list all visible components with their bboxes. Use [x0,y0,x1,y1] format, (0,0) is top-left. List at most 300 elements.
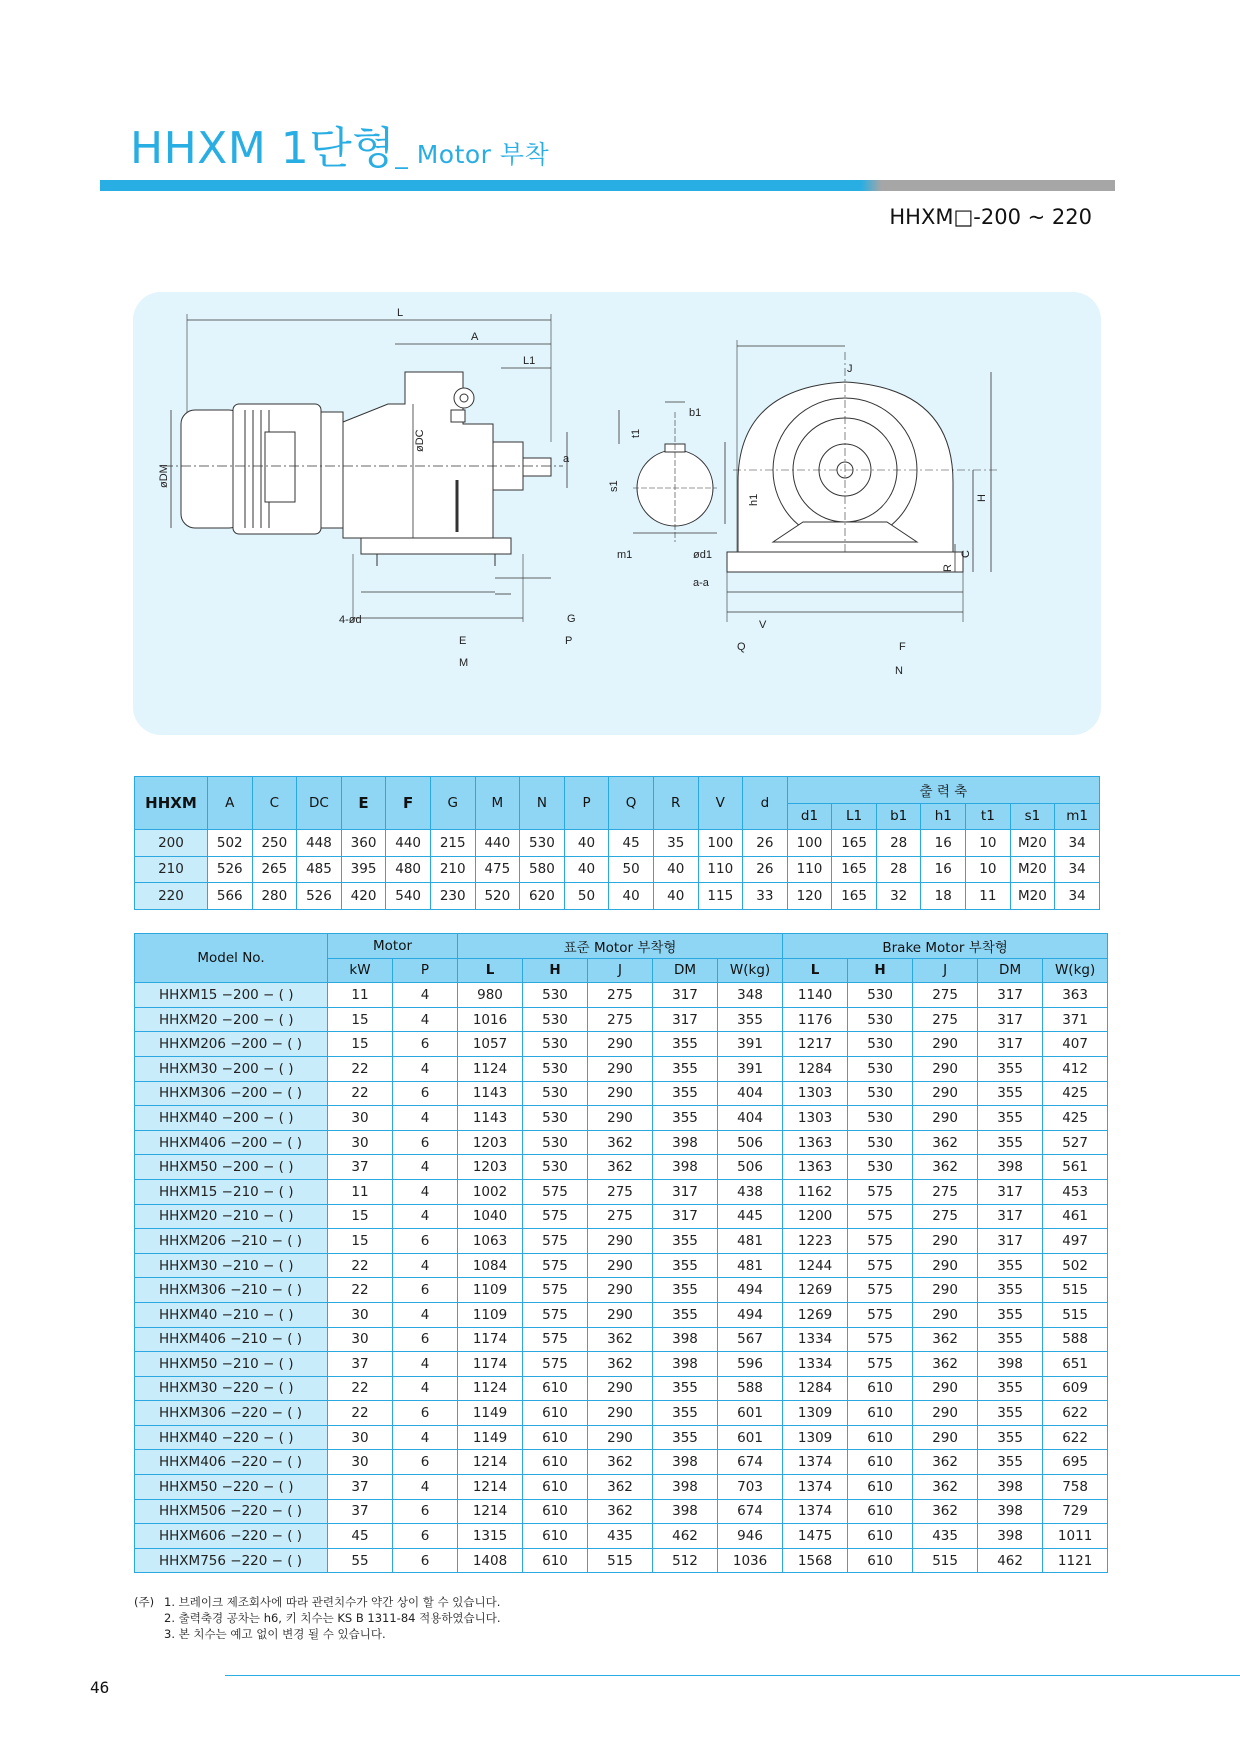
brake-motor-cell: 1162 [783,1179,848,1204]
standard-motor-cell: 530 [523,1155,588,1180]
brake-motor-cell: 530 [848,1056,913,1081]
dim-col-d: d [743,777,788,830]
brake-motor-cell: 502 [1043,1253,1108,1278]
brake-col-L: L [783,958,848,983]
dim-col-DC: DC [297,777,342,830]
dimension-cell: 40 [564,856,609,883]
note-item-3: 3. 본 치수는 예고 없이 변경 될 수 있습니다. [164,1627,386,1641]
standard-motor-cell: 362 [588,1352,653,1377]
dim-label-h1: h1 [748,493,760,506]
model-header-standard: 표준 Motor 부착형 [458,934,783,959]
output-shaft-cell: 34 [1055,856,1100,883]
standard-motor-cell: 398 [653,1352,718,1377]
brake-motor-cell: 275 [913,1179,978,1204]
dimension-cell: 475 [475,856,520,883]
brake-motor-cell: 317 [978,983,1043,1008]
dim-label-C: C [960,550,972,558]
brake-motor-cell: 398 [978,1475,1043,1500]
dimension-cell: 40 [564,830,609,857]
motor-kw-cell: 55 [328,1548,393,1573]
model-number-cell: HHXM20 −200 − ( ) [135,1007,328,1032]
standard-motor-cell: 355 [653,1229,718,1254]
standard-motor-cell: 391 [718,1056,783,1081]
standard-motor-cell: 355 [653,1401,718,1426]
standard-motor-cell: 1214 [458,1450,523,1475]
dim-label-E: E [459,635,467,647]
model-row [135,1278,1108,1303]
standard-motor-cell: 445 [718,1204,783,1229]
standard-motor-cell: 1109 [458,1278,523,1303]
model-header-model-no: Model No. [135,934,328,983]
motor-p-cell: 4 [393,1352,458,1377]
motor-p-cell: 4 [393,1007,458,1032]
model-row [135,983,1108,1008]
standard-motor-cell: 435 [588,1524,653,1549]
brake-motor-cell: 651 [1043,1352,1108,1377]
standard-motor-cell: 398 [653,1155,718,1180]
standard-motor-cell: 567 [718,1327,783,1352]
dimension-cell: 110 [698,856,743,883]
standard-motor-cell: 317 [653,1179,718,1204]
dimension-cell: 480 [386,856,431,883]
dim-label-G: G [567,613,576,625]
title-sub: _ Motor 부착 [395,140,550,169]
model-row [135,1081,1108,1106]
standard-motor-cell: 575 [523,1327,588,1352]
brake-motor-cell: 355 [978,1376,1043,1401]
dim-label-M: M [459,657,469,669]
brake-motor-cell: 527 [1043,1130,1108,1155]
brake-motor-cell: 530 [848,1130,913,1155]
output-shaft-cell: M20 [1010,830,1055,857]
model-table [134,933,1108,1573]
dim-col-d1: d1 [787,803,832,830]
dimension-cell: 50 [564,883,609,910]
standard-motor-cell: 355 [653,1425,718,1450]
standard-motor-cell: 481 [718,1253,783,1278]
brake-motor-cell: 622 [1043,1401,1108,1426]
motor-p-cell: 6 [393,1401,458,1426]
brake-motor-cell: 1334 [783,1327,848,1352]
dim-col-F: F [386,777,431,830]
brake-motor-cell: 362 [913,1155,978,1180]
dimension-cell: 26 [743,856,788,883]
brake-motor-cell: 1269 [783,1278,848,1303]
dimension-row-model: 220 [135,883,208,910]
motor-p-cell: 4 [393,1155,458,1180]
standard-motor-cell: 290 [588,1056,653,1081]
motor-kw-cell: 45 [328,1524,393,1549]
output-shaft-cell: 165 [832,883,877,910]
model-number-cell: HHXM606 −220 − ( ) [135,1524,328,1549]
standard-motor-cell: 1408 [458,1548,523,1573]
brake-motor-cell: 425 [1043,1106,1108,1131]
brake-motor-cell: 355 [978,1081,1043,1106]
brake-col-J: J [913,958,978,983]
notes-lead: (주) [134,1595,155,1609]
brake-col-W: W(kg) [1043,958,1108,983]
brake-motor-cell: 1334 [783,1352,848,1377]
reducer-base [361,538,511,554]
brake-motor-cell: 398 [978,1499,1043,1524]
dimension-cell: 210 [430,856,475,883]
motor-kw-cell: 15 [328,1032,393,1057]
standard-motor-cell: 575 [523,1302,588,1327]
model-number-cell: HHXM50 −210 − ( ) [135,1352,328,1377]
output-shaft-cell: 100 [787,830,832,857]
dim-label-a: a [563,453,570,465]
standard-motor-cell: 1143 [458,1081,523,1106]
brake-motor-cell: 1223 [783,1229,848,1254]
standard-motor-cell: 515 [588,1548,653,1573]
brake-motor-cell: 609 [1043,1376,1108,1401]
brake-motor-cell: 362 [913,1450,978,1475]
standard-motor-cell: 317 [653,983,718,1008]
standard-motor-cell: 674 [718,1499,783,1524]
brake-motor-cell: 695 [1043,1450,1108,1475]
motor-p-cell: 4 [393,1106,458,1131]
standard-motor-cell: 494 [718,1278,783,1303]
brake-motor-cell: 1303 [783,1081,848,1106]
dim-col-M: M [475,777,520,830]
standard-motor-cell: 362 [588,1130,653,1155]
dim-col-t1: t1 [966,803,1011,830]
output-shaft-cell: M20 [1010,856,1055,883]
motor-kw-cell: 37 [328,1475,393,1500]
page-number: 46 [90,1678,110,1697]
brake-motor-cell: 398 [978,1155,1043,1180]
dimension-cell: 26 [743,830,788,857]
standard-motor-cell: 290 [588,1302,653,1327]
standard-motor-cell: 290 [588,1081,653,1106]
brake-motor-cell: 530 [848,1032,913,1057]
brake-motor-cell: 355 [978,1401,1043,1426]
model-number-cell: HHXM206 −200 − ( ) [135,1032,328,1057]
brake-motor-cell: 275 [913,1007,978,1032]
standard-motor-cell: 362 [588,1450,653,1475]
motor-kw-cell: 22 [328,1253,393,1278]
std-col-J: J [588,958,653,983]
brake-motor-cell: 1374 [783,1450,848,1475]
dimension-cell: 265 [252,856,297,883]
dim-label-4d: 4-ød [339,614,362,626]
output-shaft-cell: 16 [921,856,966,883]
brake-motor-cell: 407 [1043,1032,1108,1057]
model-row [135,1253,1108,1278]
standard-motor-cell: 290 [588,1229,653,1254]
brake-motor-cell: 317 [978,1204,1043,1229]
model-row [135,1179,1108,1204]
title-underline-bar [100,180,1115,191]
standard-motor-cell: 610 [523,1475,588,1500]
motor-p-cell: 6 [393,1327,458,1352]
motor-kw-cell: 22 [328,1278,393,1303]
motor-kw-cell: 11 [328,983,393,1008]
motor-p-cell: 4 [393,1204,458,1229]
standard-motor-cell: 355 [653,1081,718,1106]
output-shaft-cell: 120 [787,883,832,910]
brake-motor-cell: 290 [913,1376,978,1401]
motor-p-cell: 6 [393,1130,458,1155]
standard-motor-cell: 290 [588,1253,653,1278]
dimension-cell: 580 [520,856,565,883]
motor-kw-cell: 15 [328,1204,393,1229]
brake-motor-cell: 425 [1043,1081,1108,1106]
standard-motor-cell: 398 [653,1130,718,1155]
brake-motor-cell: 1140 [783,983,848,1008]
motor-p-cell: 4 [393,1376,458,1401]
output-shaft-cell: 10 [966,856,1011,883]
dimension-cell: 215 [430,830,475,857]
motor-kw-cell: 30 [328,1302,393,1327]
standard-motor-cell: 1124 [458,1056,523,1081]
brake-motor-cell: 729 [1043,1499,1108,1524]
brake-motor-cell: 575 [848,1253,913,1278]
brake-motor-cell: 1200 [783,1204,848,1229]
brake-motor-cell: 497 [1043,1229,1108,1254]
standard-motor-cell: 1084 [458,1253,523,1278]
dim-label-L1: L1 [523,355,536,367]
standard-motor-cell: 355 [653,1056,718,1081]
dimension-cell: 360 [341,830,386,857]
motor-p-cell: 6 [393,1278,458,1303]
motor-p-cell: 6 [393,1032,458,1057]
dim-label-d1: ød1 [693,549,712,561]
standard-motor-cell: 355 [653,1032,718,1057]
brake-motor-cell: 355 [978,1327,1043,1352]
standard-motor-cell: 398 [653,1450,718,1475]
brake-motor-cell: 1121 [1043,1548,1108,1573]
model-number-cell: HHXM306 −210 − ( ) [135,1278,328,1303]
model-number-cell: HHXM40 −210 − ( ) [135,1302,328,1327]
brake-motor-cell: 362 [913,1499,978,1524]
brake-motor-cell: 355 [978,1130,1043,1155]
standard-motor-cell: 391 [718,1032,783,1057]
brake-motor-cell: 290 [913,1106,978,1131]
standard-motor-cell: 1315 [458,1524,523,1549]
std-col-H: H [523,958,588,983]
standard-motor-cell: 1214 [458,1475,523,1500]
brake-motor-cell: 435 [913,1524,978,1549]
brake-motor-cell: 561 [1043,1155,1108,1180]
brake-motor-cell: 355 [978,1302,1043,1327]
output-shaft-cell: 34 [1055,883,1100,910]
standard-motor-cell: 290 [588,1278,653,1303]
standard-motor-cell: 1124 [458,1376,523,1401]
standard-motor-cell: 355 [653,1376,718,1401]
model-number-cell: HHXM756 −220 − ( ) [135,1548,328,1573]
motor-kw-cell: 22 [328,1401,393,1426]
dim-col-s1: s1 [1010,803,1055,830]
dim-label-F: F [899,641,906,653]
std-col-W: W(kg) [718,958,783,983]
brake-motor-cell: 355 [978,1056,1043,1081]
motor-kw-cell: 30 [328,1130,393,1155]
standard-motor-cell: 575 [523,1229,588,1254]
brake-col-DM: DM [978,958,1043,983]
model-row [135,1204,1108,1229]
standard-motor-cell: 946 [718,1524,783,1549]
dim-col-P: P [564,777,609,830]
standard-motor-cell: 348 [718,983,783,1008]
brake-motor-cell: 398 [978,1524,1043,1549]
standard-motor-cell: 703 [718,1475,783,1500]
dimension-cell: 485 [297,856,342,883]
standard-motor-cell: 355 [653,1253,718,1278]
motor-kw-cell: 22 [328,1056,393,1081]
standard-motor-cell: 1057 [458,1032,523,1057]
brake-motor-cell: 317 [978,1032,1043,1057]
standard-motor-cell: 275 [588,983,653,1008]
standard-motor-cell: 601 [718,1401,783,1426]
brake-motor-cell: 575 [848,1278,913,1303]
dimension-cell: 35 [653,830,698,857]
standard-motor-cell: 355 [653,1106,718,1131]
dimension-table-body [135,830,1100,910]
model-number-cell: HHXM406 −200 − ( ) [135,1130,328,1155]
dimension-cell: 33 [743,883,788,910]
brake-motor-cell: 1284 [783,1056,848,1081]
model-row [135,1106,1108,1131]
dim-col-N: N [520,777,565,830]
motor-kw-cell: 15 [328,1229,393,1254]
standard-motor-cell: 462 [653,1524,718,1549]
model-col-p: P [393,958,458,983]
standard-motor-cell: 1002 [458,1179,523,1204]
brake-motor-cell: 290 [913,1229,978,1254]
motor-p-cell: 4 [393,983,458,1008]
model-row [135,1302,1108,1327]
brake-motor-cell: 290 [913,1032,978,1057]
standard-motor-cell: 355 [653,1302,718,1327]
standard-motor-cell: 1203 [458,1130,523,1155]
dimension-cell: 395 [341,856,386,883]
dim-label-J: J [847,363,853,375]
brake-col-H: H [848,958,913,983]
brake-motor-cell: 575 [848,1352,913,1377]
dim-col-m1: m1 [1055,803,1100,830]
model-number-cell: HHXM50 −200 − ( ) [135,1155,328,1180]
output-shaft-cell: 28 [876,830,921,857]
brake-motor-cell: 398 [978,1352,1043,1377]
brake-motor-cell: 461 [1043,1204,1108,1229]
motor-kw-cell: 37 [328,1155,393,1180]
model-row [135,1327,1108,1352]
standard-motor-cell: 1063 [458,1229,523,1254]
series-label: HHXM□-200 ~ 220 [889,205,1092,229]
brake-motor-cell: 610 [848,1450,913,1475]
dimension-cell: 526 [297,883,342,910]
motor-kw-cell: 30 [328,1106,393,1131]
standard-motor-cell: 290 [588,1376,653,1401]
standard-motor-cell: 290 [588,1032,653,1057]
brake-motor-cell: 1475 [783,1524,848,1549]
brake-motor-cell: 610 [848,1401,913,1426]
std-col-L: L [458,958,523,983]
model-col-kw: kW [328,958,393,983]
brake-motor-cell: 530 [848,983,913,1008]
model-row [135,1376,1108,1401]
brake-motor-cell: 1011 [1043,1524,1108,1549]
brake-motor-cell: 610 [848,1548,913,1573]
dim-header-model: HHXM [135,777,208,830]
dimension-cell: 520 [475,883,520,910]
standard-motor-cell: 404 [718,1081,783,1106]
model-row [135,1499,1108,1524]
dim-col-h1: h1 [921,803,966,830]
brake-motor-cell: 1374 [783,1499,848,1524]
standard-motor-cell: 530 [523,1081,588,1106]
dimension-row-model: 210 [135,856,208,883]
standard-motor-cell: 674 [718,1450,783,1475]
standard-motor-cell: 275 [588,1179,653,1204]
model-row [135,1401,1108,1426]
motor-p-cell: 4 [393,1179,458,1204]
model-row [135,1007,1108,1032]
motor-p-cell: 6 [393,1548,458,1573]
standard-motor-cell: 1040 [458,1204,523,1229]
dim-col-C: C [252,777,297,830]
dimension-row-model: 200 [135,830,208,857]
output-shaft-cell: 28 [876,856,921,883]
brake-motor-cell: 1269 [783,1302,848,1327]
standard-motor-cell: 596 [718,1352,783,1377]
output-shaft-cell: 110 [787,856,832,883]
brake-motor-cell: 290 [913,1081,978,1106]
standard-motor-cell: 1174 [458,1352,523,1377]
model-number-cell: HHXM50 −220 − ( ) [135,1475,328,1500]
brake-motor-cell: 290 [913,1278,978,1303]
dim-label-b1: b1 [689,407,702,419]
dimension-cell: 40 [653,883,698,910]
footer-rule [225,1675,1240,1676]
standard-motor-cell: 1016 [458,1007,523,1032]
brake-motor-cell: 317 [978,1179,1043,1204]
model-number-cell: HHXM40 −220 − ( ) [135,1425,328,1450]
model-row [135,1475,1108,1500]
standard-motor-cell: 610 [523,1499,588,1524]
standard-motor-cell: 362 [588,1155,653,1180]
brake-motor-cell: 575 [848,1302,913,1327]
brake-motor-cell: 355 [978,1253,1043,1278]
standard-motor-cell: 275 [588,1007,653,1032]
dim-label-m1: m1 [617,549,633,561]
standard-motor-cell: 530 [523,1007,588,1032]
output-shaft-cell: M20 [1010,883,1055,910]
dim-col-G: G [430,777,475,830]
standard-motor-cell: 1203 [458,1155,523,1180]
model-number-cell: HHXM206 −210 − ( ) [135,1229,328,1254]
technical-drawing-panel [133,292,1101,735]
standard-motor-cell: 404 [718,1106,783,1131]
dim-label-Q: Q [737,641,746,653]
dim-label-A: A [471,331,479,343]
brake-motor-cell: 575 [848,1204,913,1229]
brake-motor-cell: 530 [848,1081,913,1106]
model-number-cell: HHXM406 −220 − ( ) [135,1450,328,1475]
title-main: HHXM 1단형 [130,123,396,174]
brake-motor-cell: 610 [848,1524,913,1549]
dim-label-N: N [895,665,903,677]
brake-motor-cell: 412 [1043,1056,1108,1081]
motor-kw-cell: 30 [328,1450,393,1475]
standard-motor-cell: 398 [653,1499,718,1524]
notes [134,1594,501,1642]
brake-motor-cell: 290 [913,1401,978,1426]
standard-motor-cell: 317 [653,1204,718,1229]
brake-motor-cell: 575 [848,1327,913,1352]
motor-p-cell: 4 [393,1475,458,1500]
